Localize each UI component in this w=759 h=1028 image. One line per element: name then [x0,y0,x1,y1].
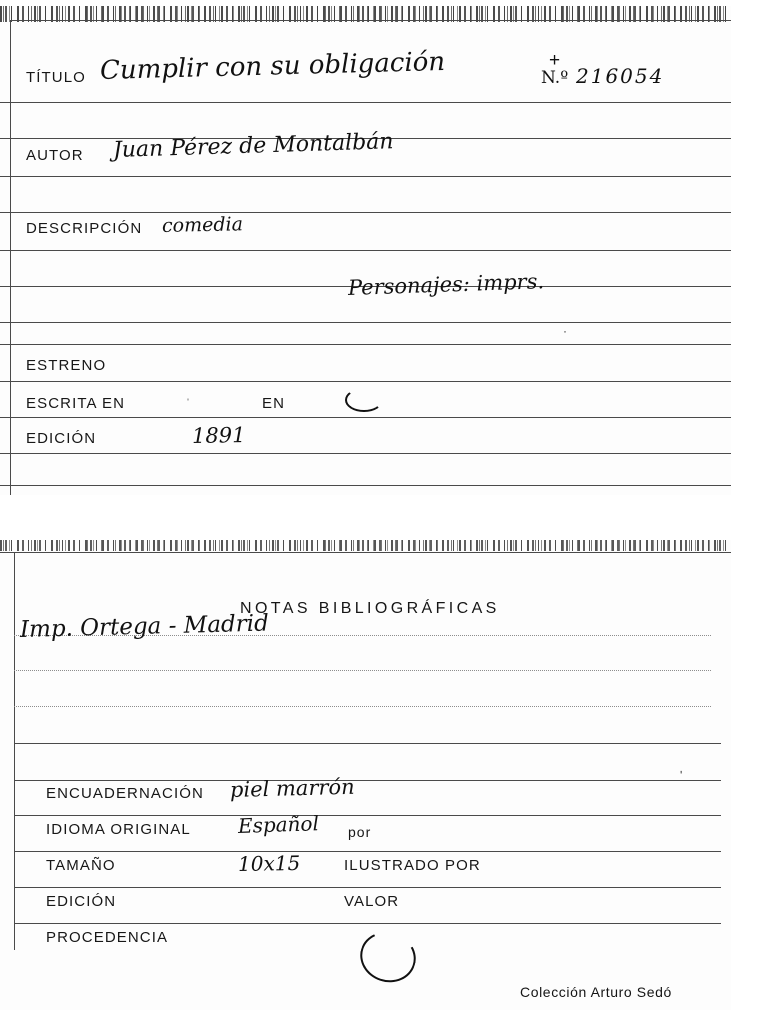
section-heading-notas-bibliograficas: NOTAS BIBLIOGRÁFICAS [240,600,500,617]
field-label-por: por [348,824,372,840]
field-label-titulo: TÍTULO [26,69,86,86]
rule-line [14,887,721,888]
record-number-label: N.º [541,68,569,88]
handwritten-title: Cumplir con su obligación [99,46,446,86]
stray-pen-dot: ˌ [186,387,190,401]
field-label-edicion: EDICIÓN [46,893,117,910]
field-label-tamano: TAMAÑO [46,857,116,874]
field-label-encuadernacion: ENCUADERNACIÓN [46,785,204,802]
field-label-descripcion: DESCRIPCIÓN [26,220,143,237]
stray-pen-dot: ʹ [680,768,683,782]
handwritten-description: comedia [161,213,244,237]
rule-line [0,417,731,418]
handwritten-printer-note: Imp. Ortega - Madrid [19,610,270,643]
left-margin-line [10,20,11,495]
handwritten-characters-note: Personajes: imprs. [347,269,545,300]
rule-line [14,923,721,924]
field-label-autor: AUTOR [26,147,84,164]
front-card [0,6,731,495]
field-label-escrita-en: ESCRITA EN [26,395,126,412]
field-label-idioma-original: IDIOMA ORIGINAL [46,821,191,838]
rule-line [10,20,731,21]
rule-line [0,344,731,345]
rule-line [0,322,731,323]
collection-credit: Colección Arturo Sedó [520,984,672,1000]
stray-pen-dot: · [563,324,567,338]
rule-line-dotted [14,670,711,671]
rule-line [0,485,731,486]
plus-mark: + [549,50,561,71]
rule-line [0,102,731,103]
rule-line-dotted [14,706,711,707]
pen-stroke-loop [354,925,423,990]
field-label-edicion: EDICIÓN [26,430,97,447]
field-label-en: EN [262,395,286,412]
rule-line [14,743,721,744]
rule-line [14,815,721,816]
rule-line [0,381,731,382]
pen-stroke-arc [345,388,383,412]
rule-line [14,780,721,781]
field-label-ilustrado-por: ILUSTRADO POR [344,857,481,874]
handwritten-language: Español [237,811,320,838]
field-label-valor: VALOR [344,893,400,910]
handwritten-binding: piel marrón [229,774,355,802]
handwritten-edition-year: 1891 [191,423,246,448]
back-card [0,540,731,1010]
rule-line [14,851,721,852]
record-number-value: 216054 [576,64,665,88]
rule-line [0,453,731,454]
rule-line [0,552,731,553]
field-label-estreno: ESTRENO [26,357,107,374]
rule-line [0,176,731,177]
handwritten-size: 10x15 [237,850,301,876]
field-label-procedencia: PROCEDENCIA [46,929,169,946]
rule-line [0,212,731,213]
torn-paper-edge-top [0,540,731,551]
handwritten-author: Juan Pérez de Montalbán [112,129,394,163]
rule-line [0,250,731,251]
left-margin-line [14,552,15,950]
